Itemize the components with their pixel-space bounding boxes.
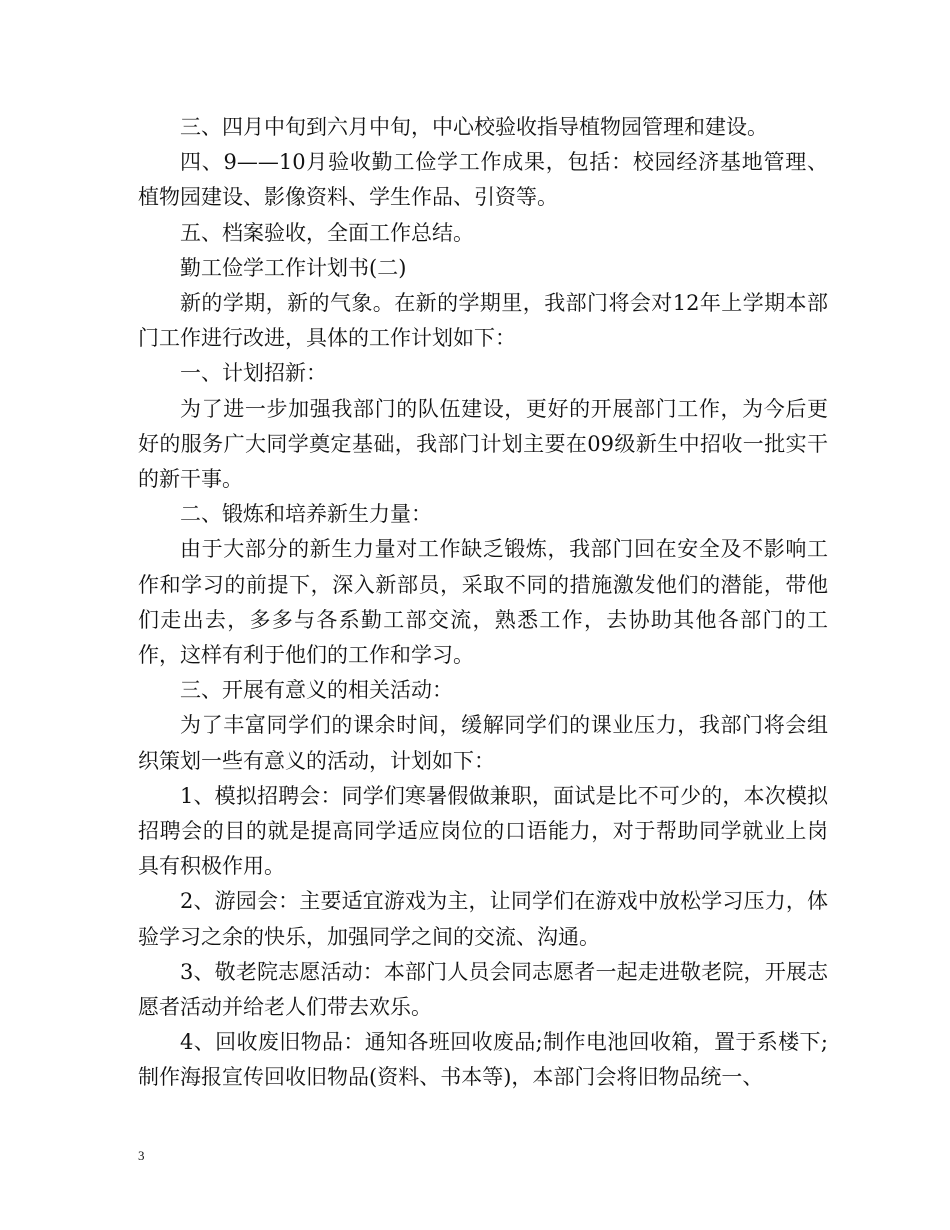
heading-activities: 三、开展有意义的相关活动： [180, 678, 453, 703]
list-item-garden-party: 2、游园会：主要适宜游戏为主，让同学们在游戏中放松学习压力，体验学习之余的快乐，加强同学之间的交流、沟通。 [138, 889, 828, 949]
paragraph-activities-intro: 为了丰富同学们的课余时间，缓解同学们的课业压力，我部门将会组织策划一些有意义的活动，计划如下： [138, 713, 828, 773]
paragraph-training: 由于大部分的新生力量对工作缺乏锻炼，我部门回在安全及不影响工作和学习的前提下，深入新部员，采取不同的措施激发他们的潜能，带他们走出去，多多与各系勤工部交流，熟悉工作，去协助其他各部门的工作，这样有利于他们的工作和学习。 [138, 537, 828, 668]
section-title: 勤工俭学工作计划书(二) [180, 255, 407, 280]
paragraph-recruitment: 为了进一步加强我部门的队伍建设，更好的开展部门工作，为今后更好的服务广大同学奠定基础，我部门计划主要在09级新生中招收一批实干的新干事。 [138, 396, 828, 492]
paragraph-acceptance-guidance: 三、四月中旬到六月中旬，中心校验收指导植物园管理和建设。 [180, 115, 768, 139]
paragraph-intro: 新的学期，新的气象。在新的学期里，我部门将会对12年上学期本部门工作进行改进，具体的工作计划如下： [138, 291, 828, 351]
paragraph-archive-acceptance: 五、档案验收，全面工作总结。 [180, 220, 474, 245]
paragraph-acceptance-results: 四、9——10月验收勤工俭学工作成果，包括：校园经济基地管理、植物园建设、影像资料、学生作品、引资等。 [138, 150, 828, 210]
list-item-recycling: 4、回收废旧物品：通知各班回收废品;制作电池回收箱，置于系楼下;制作海报宣传回收旧物品(资料、书本等)，本部门会将旧物品统一、 [138, 1030, 828, 1090]
heading-training: 二、锻炼和培养新生力量： [180, 502, 432, 527]
list-item-nursing-home: 3、敬老院志愿活动：本部门人员会同志愿者一起走进敬老院，开展志愿者活动并给老人们带去欢乐。 [138, 959, 828, 1020]
document-body [138, 110, 828, 1096]
list-item-job-fair: 1、模拟招聘会：同学们寒暑假做兼职，面试是比不可少的，本次模拟招聘会的目的就是提高同学适应岗位的口语能力，对于帮助同学就业上岗具有积极作用。 [138, 783, 828, 879]
heading-recruitment: 一、计划招新： [180, 361, 327, 386]
page-number: 3 [138, 1148, 145, 1163]
